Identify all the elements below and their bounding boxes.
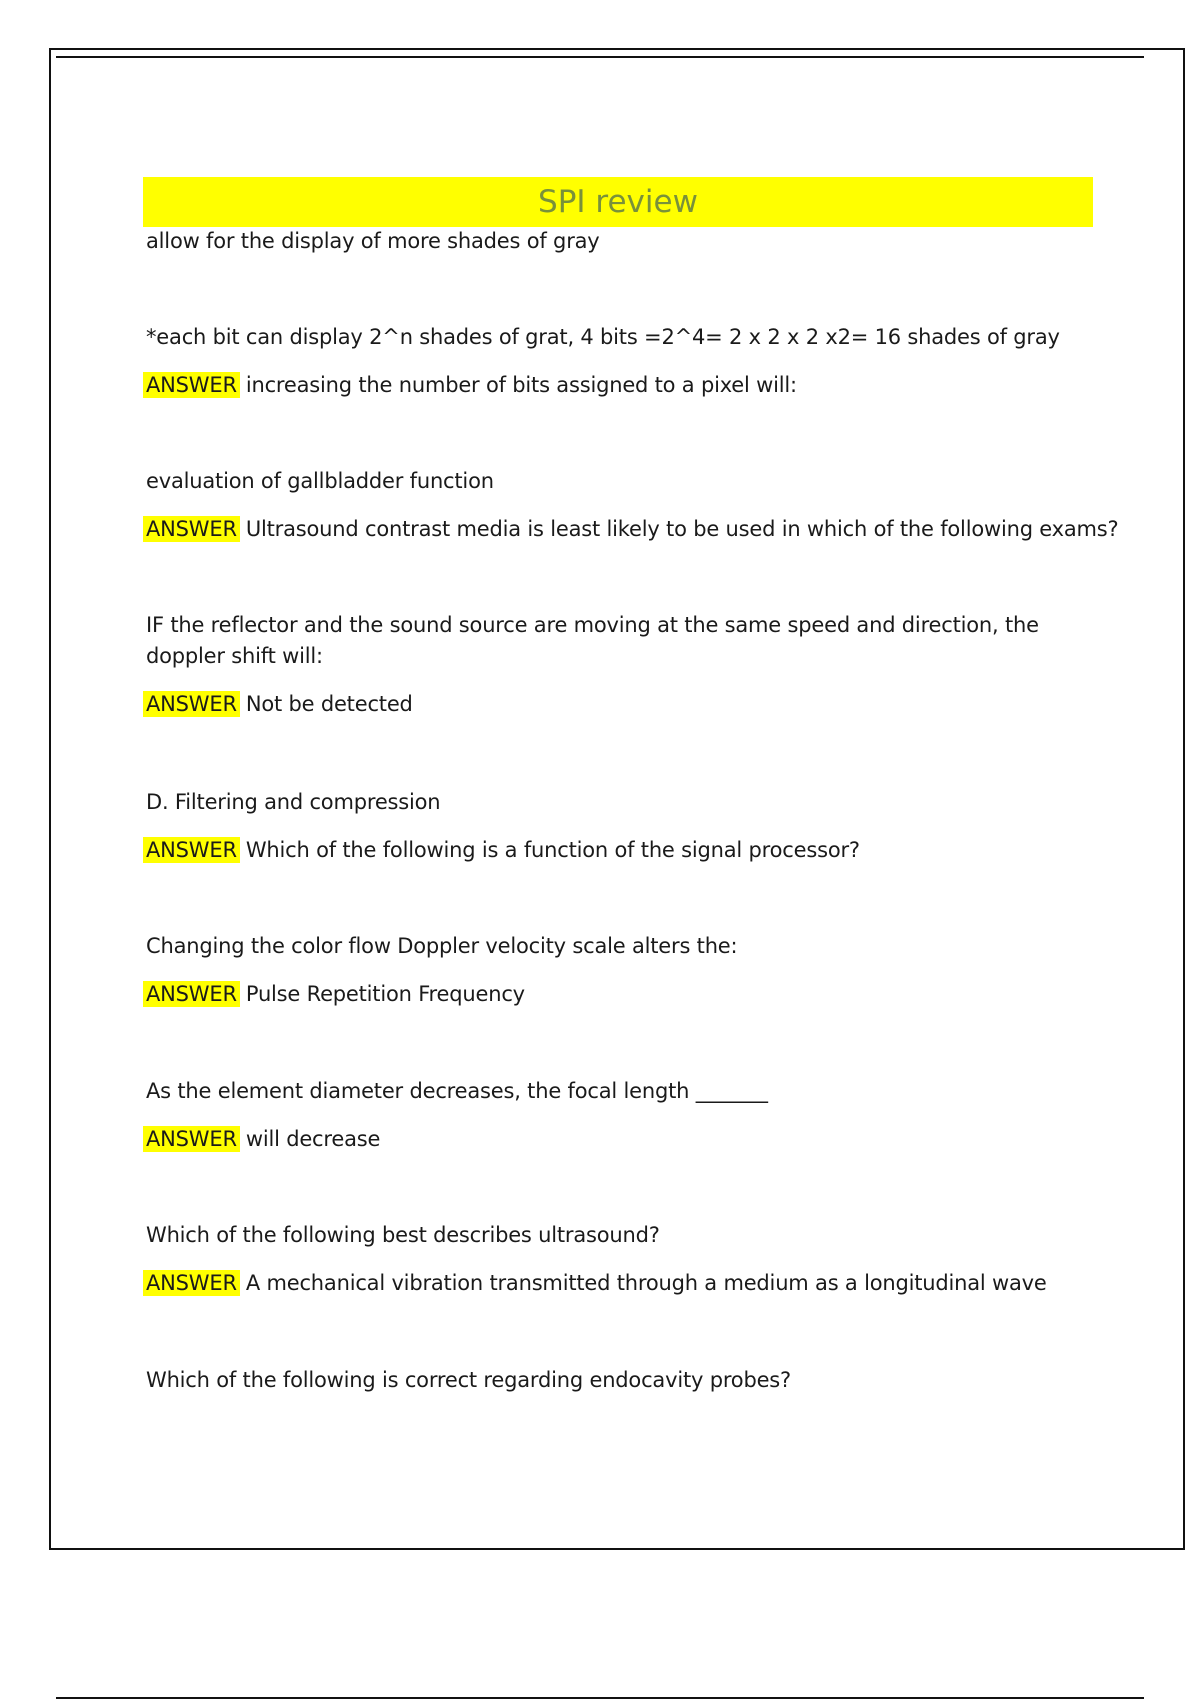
text-line [146,610,1091,672]
line-text: *each bit can display 2^n shades of grat, 4 bits =2^4= 2 x 2 x 2 x2= 16 shades of gray [146,325,1060,349]
answer-label: ANSWER [143,1126,240,1152]
footer-rule [56,1697,1144,1699]
answer-line [146,1124,380,1155]
line-text: will decrease [245,1127,381,1151]
text-line [146,226,600,257]
text-line [146,1365,791,1396]
text-line [146,787,440,818]
answer-label: ANSWER [143,837,240,863]
line-text: Which of the following best describes ultrasound? [146,1223,660,1247]
line-text: A mechanical vibration transmitted through a medium as a longitudinal wave [245,1271,1047,1295]
line-text: allow for the display of more shades of gray [146,229,600,253]
line-text: Ultrasound contrast media is least likely to be used in which of the following exams? [245,517,1119,541]
text-line [146,322,1060,353]
text-line [146,931,737,962]
answer-line [146,514,1119,545]
answer-label: ANSWER [143,1270,240,1296]
document-title: SPI review [143,177,1093,227]
line-text: Pulse Repetition Frequency [245,982,525,1006]
answer-line [146,835,860,866]
line-text: Not be detected [245,692,413,716]
answer-label: ANSWER [143,372,240,398]
text-line [146,1076,768,1107]
answer-label: ANSWER [143,516,240,542]
answer-line [146,370,797,401]
header-rule [56,56,1144,58]
answer-line [146,1268,1047,1299]
answer-line [146,979,525,1010]
line-text: Which of the following is a function of the signal processor? [245,838,860,862]
line-text: IF the reflector and the sound source are moving at the same speed and direction, the doppler shift will: [146,613,1039,668]
line-text: Changing the color flow Doppler velocity scale alters the: [146,934,738,958]
line-text: increasing the number of bits assigned to a pixel will: [245,373,797,397]
line-text: D. Filtering and compression [146,790,441,814]
line-text: evaluation of gallbladder function [146,469,494,493]
answer-line [146,689,413,720]
text-line [146,466,494,497]
answer-label: ANSWER [143,691,240,717]
line-text: Which of the following is correct regarding endocavity probes? [146,1368,791,1392]
line-text: As the element diameter decreases, the focal length _______ [146,1079,768,1103]
answer-label: ANSWER [143,981,240,1007]
text-line [146,1220,660,1251]
